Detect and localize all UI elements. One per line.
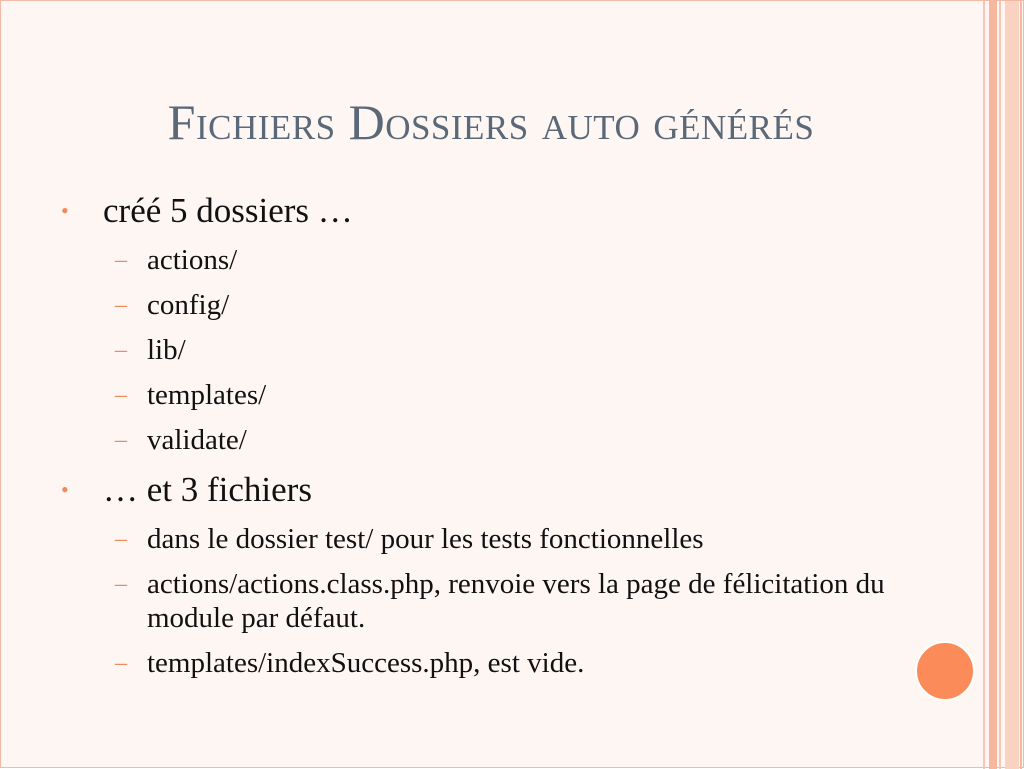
sub-bullet-item xyxy=(61,378,931,412)
decorative-stripe xyxy=(983,1,985,769)
decorative-stripe xyxy=(1020,1,1022,769)
decorative-stripe xyxy=(1005,1,1019,769)
dash-icon: – xyxy=(115,526,127,552)
sub-bullet-text: dans le dossier test/ pour les tests fonctionnelles xyxy=(147,523,704,555)
sub-bullet-item xyxy=(61,288,931,322)
decorative-stripe xyxy=(999,1,1001,769)
sub-bullet-item xyxy=(61,646,931,680)
dash-icon: – xyxy=(115,292,127,318)
sub-bullet-text: templates/ xyxy=(147,379,267,411)
sub-bullet-text: actions/ xyxy=(147,244,238,276)
bullet-text: créé 5 dossiers … xyxy=(103,191,353,230)
sub-bullet-text: actions/actions.class.php, renvoie vers la page de félicitation du module par défaut. xyxy=(147,568,885,634)
sub-bullet-text: validate/ xyxy=(147,424,247,456)
bullet-item xyxy=(61,189,931,233)
dash-icon: – xyxy=(115,571,127,597)
sub-bullet-item xyxy=(61,423,931,457)
dash-icon: – xyxy=(115,337,127,363)
sub-bullet-item xyxy=(61,243,931,277)
dash-icon: – xyxy=(115,247,127,273)
sub-bullet-item xyxy=(61,567,931,635)
dash-icon: – xyxy=(115,650,127,676)
bullet-text: … et 3 fichiers xyxy=(103,470,312,509)
bullet-icon: • xyxy=(61,198,69,223)
decorative-stripe xyxy=(989,1,997,769)
sub-bullet-item xyxy=(61,522,931,556)
bullet-group xyxy=(61,189,931,457)
sub-bullet-item xyxy=(61,333,931,367)
slide-title: Fichiers Dossiers auto générés xyxy=(167,94,815,150)
sub-bullet-text: lib/ xyxy=(147,334,186,366)
sub-bullet-text: config/ xyxy=(147,289,230,321)
bullet-item xyxy=(61,468,931,512)
bullet-icon: • xyxy=(61,477,69,502)
dash-icon: – xyxy=(115,427,127,453)
slide-content xyxy=(61,189,931,691)
sub-bullet-text: templates/indexSuccess.php, est vide. xyxy=(147,647,585,679)
dash-icon: – xyxy=(115,382,127,408)
bullet-group xyxy=(61,468,931,680)
